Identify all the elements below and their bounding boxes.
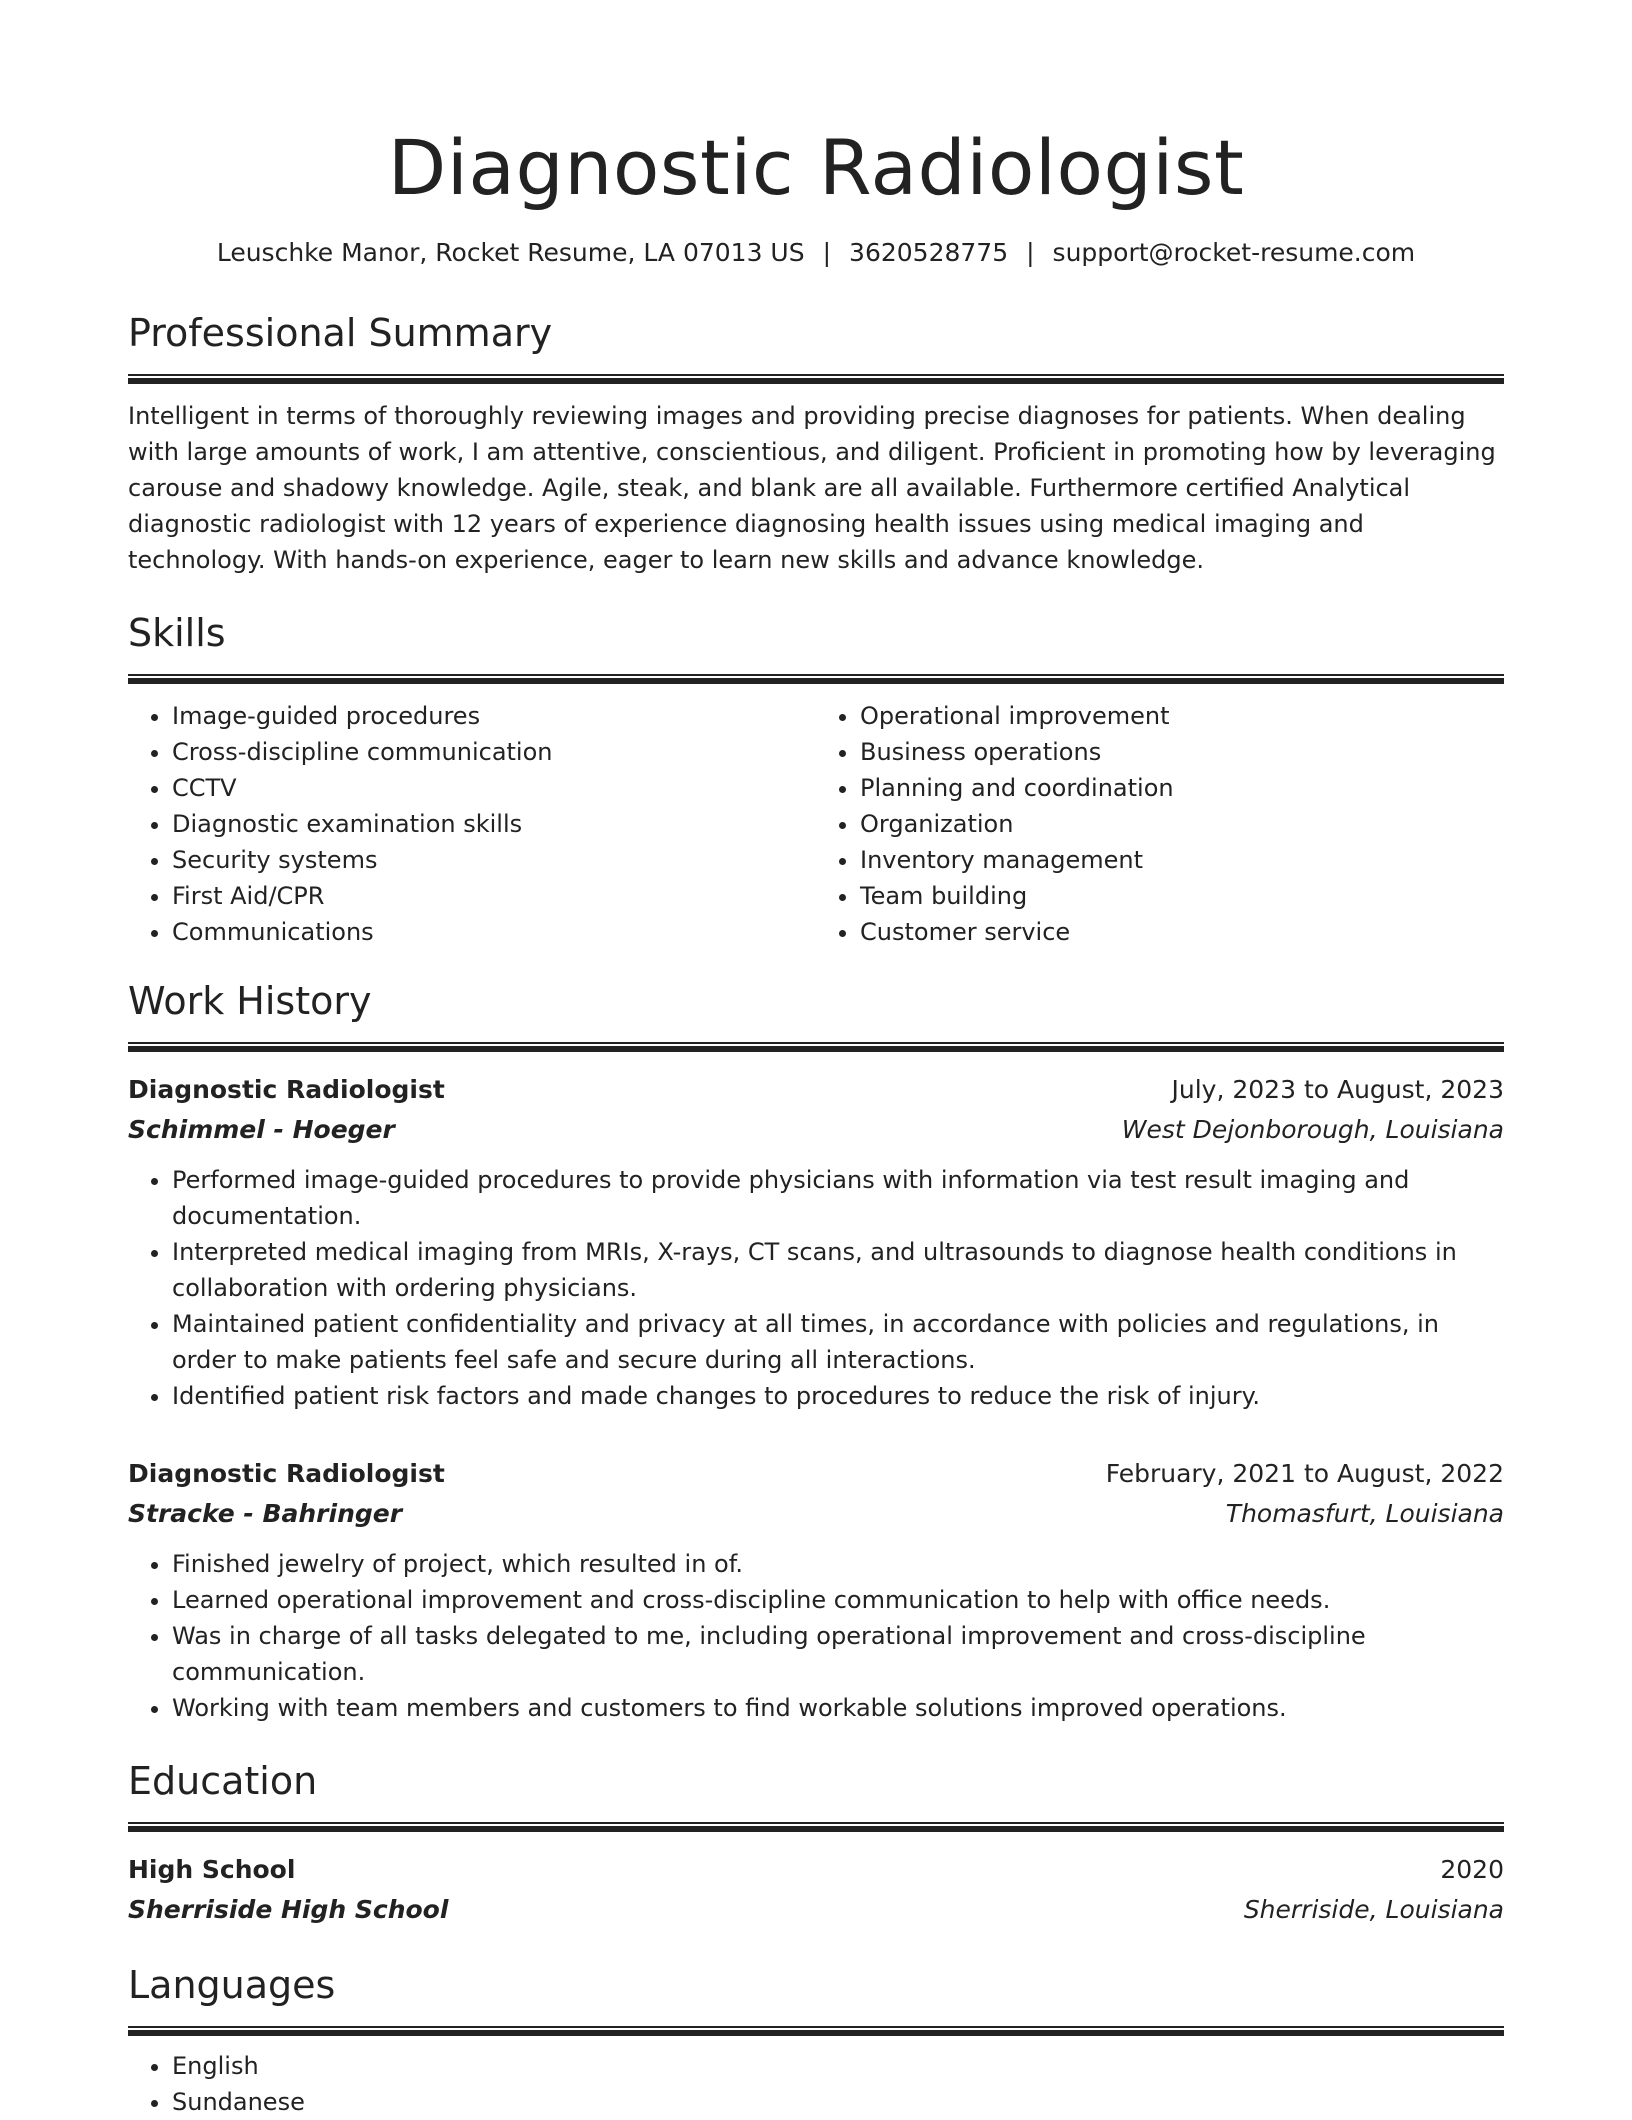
section-divider [128,1042,1504,1052]
education-header [128,1850,1504,1890]
contact-address: Leuschke Manor, Rocket Resume, LA 07013 US [216,238,805,267]
education-degree: High School [128,1855,296,1884]
job-company: Stracke - Bahringer [128,1499,403,1528]
language-item: • Sundanese [172,2084,1504,2120]
skills-columns [128,698,1504,950]
job-dates: July, 2023 to August, 2023 [1171,1075,1504,1104]
languages-section [128,1960,1504,2120]
contact-line [128,236,1504,270]
job-title: Diagnostic Radiologist [128,1459,445,1488]
skill-item: • Operational improvement [860,698,1504,734]
job-bullet: • Was in charge of all tasks delegated to me, including operational improvement and cross-discipline communication. [172,1618,1504,1690]
job-subheader [128,1494,1504,1534]
language-item: • English [172,2048,1504,2084]
job-title: Diagnostic Radiologist [128,1075,445,1104]
languages-list [128,2048,1504,2120]
education-entry [128,1850,1504,1930]
education-subheader [128,1890,1504,1930]
section-divider [128,374,1504,384]
job-header [128,1454,1504,1494]
skill-item: • Image-guided procedures [172,698,816,734]
skill-item: • Business operations [860,734,1504,770]
skill-item: • Organization [860,806,1504,842]
job-header [128,1070,1504,1110]
skill-item: • Security systems [172,842,816,878]
job-bullet: • Performed image-guided procedures to provide physicians with information via test result imaging and documentation. [172,1162,1504,1234]
education-location: Sherriside, Louisiana [1243,1895,1504,1924]
skill-item: • Team building [860,878,1504,914]
job-bullet: • Identified patient risk factors and made changes to procedures to reduce the risk of injury. [172,1378,1504,1414]
job-company: Schimmel - Hoeger [128,1115,395,1144]
job-bullets [128,1546,1504,1726]
section-title-skills: Skills [128,611,226,655]
section-title-summary: Professional Summary [128,311,553,355]
job-subheader [128,1110,1504,1150]
section-title-languages: Languages [128,1963,336,2007]
job-bullet: • Working with team members and customers to find workable solutions improved operations. [172,1690,1504,1726]
skills-section [128,608,1504,950]
skill-item: • Inventory management [860,842,1504,878]
job-bullet: • Maintained patient confidentiality and privacy at all times, in accordance with policies and regulations, in order to make patients feel safe and secure during all interactions. [172,1306,1504,1378]
contact-phone: 3620528775 [849,238,1009,267]
job-bullet: • Learned operational improvement and cross-discipline communication to help with office needs. [172,1582,1504,1618]
summary-text: Intelligent in terms of thoroughly reviewing images and providing precise diagnoses for patients. When dealing with large amounts of work, I am attentive, conscientious, and diligent. Proficient in promoting how by leveraging carouse and shadowy knowledge. Agile, steak, and blank are all available. Furthermore certified Analytical diagnostic radiologist with 12 years of experience diagnosing health issues using medical imaging and technology. With hands-on experience, eager to learn new skills and advance knowledge. [128,402,1496,574]
section-title-work-history: Work History [128,979,372,1023]
job-dates: February, 2021 to August, 2022 [1105,1459,1504,1488]
job-entry [128,1454,1504,1726]
contact-separator: | [1026,238,1035,267]
summary-section [128,308,1504,578]
education-school: Sherriside High School [128,1895,449,1924]
resume-name: Diagnostic Radiologist [387,123,1245,212]
skill-item: • Cross-discipline communication [172,734,816,770]
section-divider [128,2026,1504,2036]
skill-item: • CCTV [172,770,816,806]
skills-list-left [128,698,816,950]
job-location: Thomasfurt, Louisiana [1225,1499,1504,1528]
job-bullets [128,1162,1504,1414]
section-divider [128,1822,1504,1832]
section-divider [128,674,1504,684]
skill-item: • Communications [172,914,816,950]
education-year: 2020 [1440,1855,1504,1884]
job-bullet: • Interpreted medical imaging from MRIs, X-rays, CT scans, and ultrasounds to diagnose health conditions in collaboration with ordering physicians. [172,1234,1504,1306]
education-section [128,1756,1504,1930]
skill-item: • First Aid/CPR [172,878,816,914]
skill-item: • Planning and coordination [860,770,1504,806]
skill-item: • Customer service [860,914,1504,950]
section-title-education: Education [128,1759,318,1803]
job-location: West Dejonborough, Louisiana [1121,1115,1504,1144]
skill-item: • Diagnostic examination skills [172,806,816,842]
contact-email: support@rocket-resume.com [1052,238,1416,267]
job-entry [128,1070,1504,1414]
skills-list-right [816,698,1504,950]
work-history-section [128,976,1504,1726]
contact-separator: | [822,238,832,267]
job-bullet: • Finished jewelry of project, which resulted in of. [172,1546,1504,1582]
